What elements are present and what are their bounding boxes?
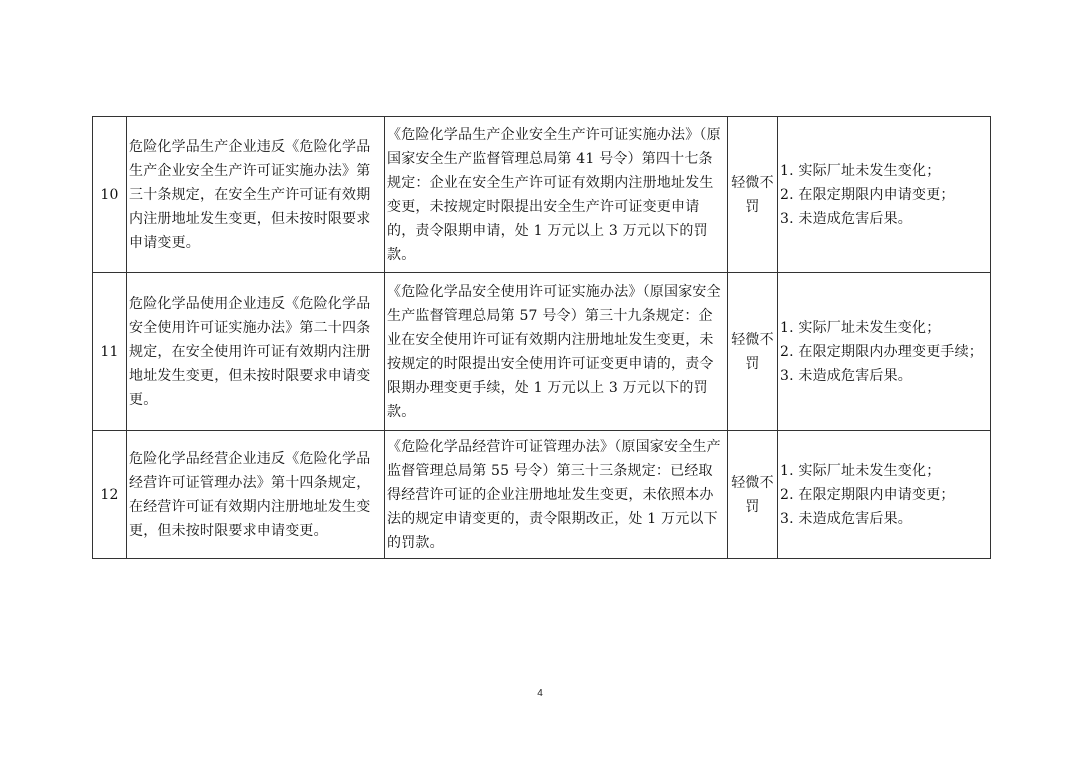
penalty-table [92, 116, 991, 559]
legal-basis-text: 《危险化学品生产企业安全生产许可证实施办法》（原国家安全生产监督管理总局第 41 号令）第四十七条规定：企业在安全生产许可证有效期内注册地址发生变更，未按规定时限提出安全生产许可证变更申请的，责令限期申请，处 1 万元以上 3 万元以下的罚款。 [385, 117, 728, 273]
condition-item: 3. 未造成危害后果。 [780, 367, 913, 384]
table-row [93, 273, 991, 431]
table-row [93, 117, 991, 273]
condition-item: 1. 实际厂址未发生变化； [780, 462, 941, 479]
table-row [93, 431, 991, 559]
penalty-decision: 轻微不罚 [728, 273, 778, 431]
condition-item: 2. 在限定期限内申请变更； [780, 486, 955, 503]
condition-item: 1. 实际厂址未发生变化； [780, 319, 941, 336]
conditions-cell [778, 431, 991, 559]
condition-item: 1. 实际厂址未发生变化； [780, 162, 941, 179]
conditions-cell [778, 117, 991, 273]
row-number: 12 [93, 431, 127, 559]
page-number: 4 [537, 688, 543, 699]
penalty-decision: 轻微不罚 [728, 431, 778, 559]
violation-text: 危险化学品经营企业违反《危险化学品经营许可证管理办法》第十四条规定，在经营许可证有效期内注册地址发生变更，但未按时限要求申请变更。 [127, 431, 385, 559]
conditions-cell [778, 273, 991, 431]
condition-item: 3. 未造成危害后果。 [780, 510, 913, 527]
condition-item: 3. 未造成危害后果。 [780, 210, 913, 227]
legal-basis-text: 《危险化学品经营许可证管理办法》（原国家安全生产监督管理总局第 55 号令）第三十三条规定：已经取得经营许可证的企业注册地址发生变更，未依照本办法的规定申请变更的，责令限期改正，处 1 万元以下的罚款。 [385, 431, 728, 559]
row-number: 10 [93, 117, 127, 273]
violation-text: 危险化学品使用企业违反《危险化学品安全使用许可证实施办法》第二十四条规定，在安全使用许可证有效期内注册地址发生变更，但未按时限要求申请变更。 [127, 273, 385, 431]
penalty-decision: 轻微不罚 [728, 117, 778, 273]
row-number: 11 [93, 273, 127, 431]
violation-text: 危险化学品生产企业违反《危险化学品生产企业安全生产许可证实施办法》第三十条规定，在安全生产许可证有效期内注册地址发生变更，但未按时限要求申请变更。 [127, 117, 385, 273]
condition-item: 2. 在限定期限内申请变更； [780, 186, 955, 203]
legal-basis-text: 《危险化学品安全使用许可证实施办法》（原国家安全生产监督管理总局第 57 号令）第三十九条规定：企业在安全使用许可证有效期内注册地址发生变更，未按规定的时限提出安全使用许可证变更申请的，责令限期办理变更手续，处 1 万元以上 3 万元以下的罚款。 [385, 273, 728, 431]
condition-item: 2. 在限定期限内办理变更手续； [780, 343, 984, 360]
